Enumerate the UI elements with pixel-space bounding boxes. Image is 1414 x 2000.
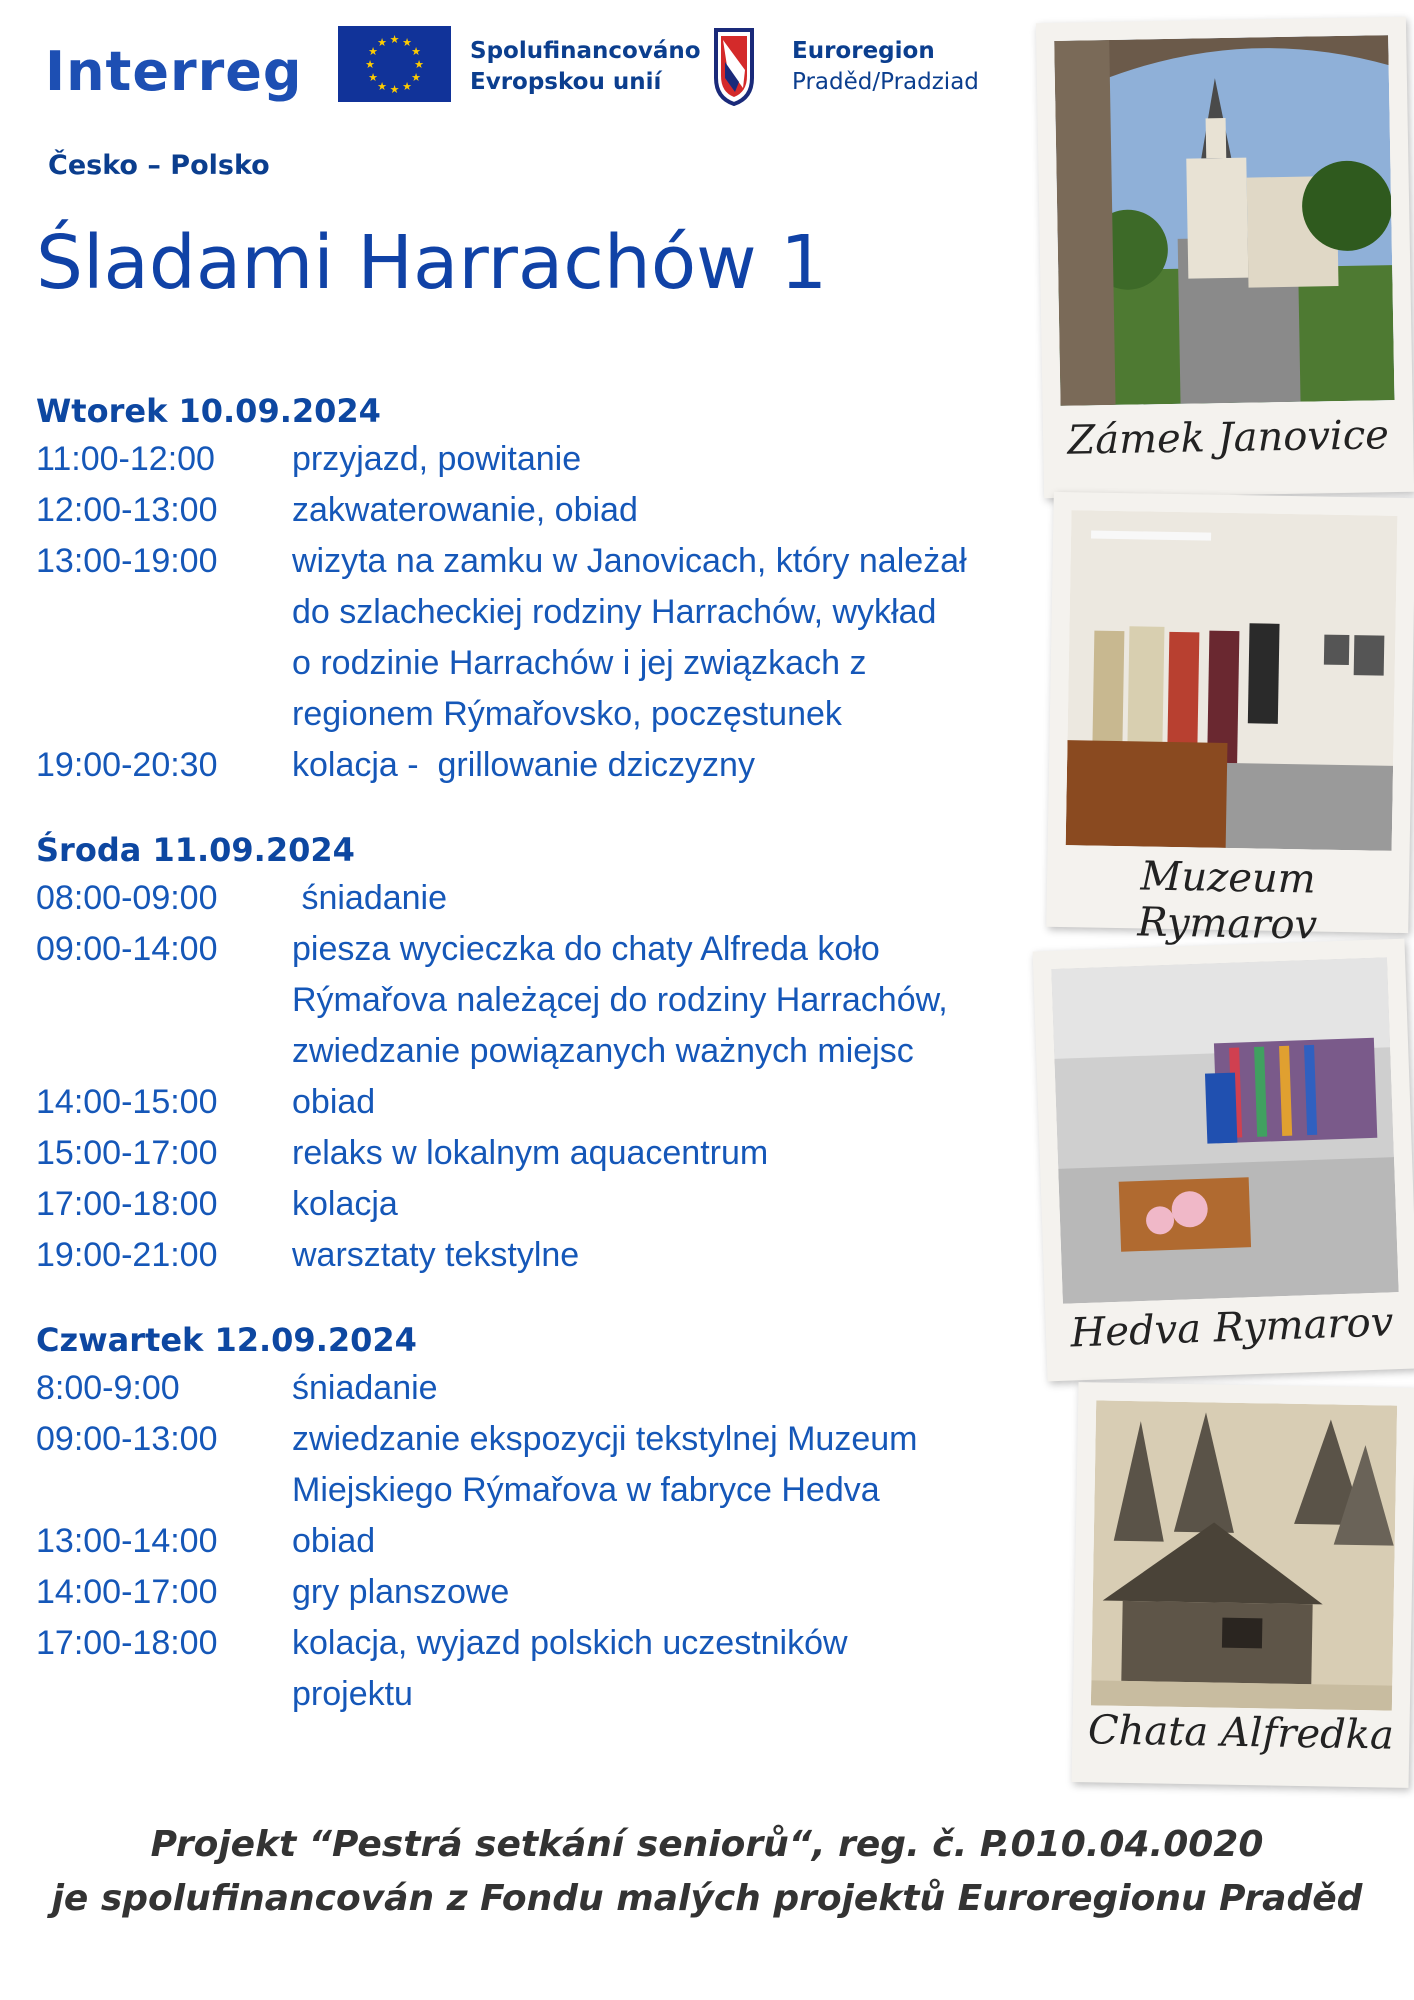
page-title: Śladami Harrachów 1 [36,220,828,306]
schedule-item [36,434,1076,485]
svg-text:★: ★ [402,80,412,93]
schedule-item [36,485,1076,536]
svg-text:★: ★ [365,58,375,71]
item-time: 12:00-13:00 [36,491,218,529]
item-description: wizyta na zamku w Janovicach, który należał do szlacheckiej rodziny Harrachów, wykład o rodzinie Harrachów i jej związkach z regionem Rýmařovsko, poczęstunek [292,542,967,733]
euroregion-line-2: Praděd/Pradziad [792,69,979,95]
item-time: 14:00-17:00 [36,1573,218,1611]
hedva-image [1051,957,1398,1304]
euroregion-line-1: Euroregion [792,38,935,64]
item-description: kolacja, wyjazd polskich uczestników projektu [292,1624,848,1713]
schedule-item [36,740,1076,791]
euroregion-emblem-icon [713,26,755,106]
svg-text:★: ★ [368,71,378,84]
item-description: warsztaty tekstylne [292,1236,580,1274]
item-description: zwiedzanie ekspozycji tekstylnej Muzeum Miejskiego Rýmařova w fabryce Hedva [292,1420,918,1509]
item-time: 13:00-14:00 [36,1522,218,1560]
item-time: 13:00-19:00 [36,542,218,580]
chata-image [1091,1400,1397,1710]
item-time: 08:00-09:00 [36,879,218,917]
item-description: przyjazd, powitanie [292,440,582,478]
schedule [36,388,1076,1756]
schedule-item [36,1230,1076,1281]
schedule-item [36,873,1076,924]
photo-card-chata [1072,1382,1414,1788]
item-time: 09:00-13:00 [36,1420,218,1458]
schedule-day [36,1317,1076,1720]
day-heading: Czwartek 12.09.2024 [36,1321,417,1359]
item-description: gry planszowe [292,1573,510,1611]
svg-text:★: ★ [389,83,400,96]
svg-text:★: ★ [389,33,400,46]
item-time: 19:00-21:00 [36,1236,218,1274]
schedule-item [36,1516,1076,1567]
item-time: 8:00-9:00 [36,1369,180,1407]
item-time: 14:00-15:00 [36,1083,218,1121]
svg-text:★: ★ [368,45,378,58]
museum-image [1066,510,1398,851]
svg-text:★: ★ [414,58,424,71]
photo-caption: Chata Alfredka [1087,1707,1395,1759]
photo-card-hedva [1033,939,1414,1382]
footer-line-1: Projekt “Pestrá setkání seniorů“, reg. č. P.010.04.0020 [150,1824,1264,1865]
eu-line-1: Spolufinancováno [470,38,701,64]
schedule-item [36,1618,1076,1720]
item-description: zakwaterowanie, obiad [292,491,638,529]
interreg-logo: Interreg [45,40,303,103]
item-time: 17:00-18:00 [36,1185,218,1223]
svg-text:★: ★ [411,71,421,84]
eu-line-2: Evropskou unií [470,69,662,95]
photo-card-museum [1046,492,1414,949]
item-description: śniadanie [292,1369,438,1407]
item-description: kolacja - grillowanie dziczyzny [292,746,755,784]
svg-text:★: ★ [377,80,387,93]
item-time: 09:00-14:00 [36,930,218,968]
eu-cofinancing-label [470,36,701,98]
day-heading: Środa 11.09.2024 [36,831,355,869]
schedule-day [36,388,1076,791]
svg-text:★: ★ [377,36,387,49]
schedule-item [36,1077,1076,1128]
schedule-item [36,536,1076,740]
footer-line-2: je spolufinancován z Fondu malých projektů Euroregionu Praděd [51,1878,1363,1919]
schedule-item [36,1128,1076,1179]
photo-caption: Zámek Janovice [1067,412,1390,464]
photo-card-castle [1036,17,1414,498]
schedule-item [36,924,1076,1077]
schedule-item [36,1363,1076,1414]
region-label: Česko – Polsko [48,150,270,181]
schedule-item [36,1567,1076,1618]
item-description: relaks w lokalnym aquacentrum [292,1134,769,1172]
castle-image [1054,35,1394,406]
item-description: śniadanie [292,879,448,917]
item-description: obiad [292,1083,376,1121]
photo-caption: Hedva Rymarov [1069,1299,1395,1357]
item-description: obiad [292,1522,376,1560]
item-time: 11:00-12:00 [36,440,215,478]
schedule-item [36,1414,1076,1516]
schedule-day [36,827,1076,1281]
item-time: 19:00-20:30 [36,746,218,784]
project-footer [0,1818,1414,1926]
item-time: 15:00-17:00 [36,1134,218,1172]
photo-caption: Muzeum Rymarov [1137,853,1318,949]
item-description: piesza wycieczka do chaty Alfreda koło Rýmařova należącej do rodziny Harrachów, zwiedzanie powiązanych ważnych miejsc [292,930,948,1070]
eu-flag-icon [338,26,451,102]
day-heading: Wtorek 10.09.2024 [36,392,381,430]
euroregion-label [792,36,979,98]
item-description: kolacja [292,1185,398,1223]
svg-text:★: ★ [402,36,412,49]
svg-text:★: ★ [411,45,421,58]
item-time: 17:00-18:00 [36,1624,218,1662]
schedule-item [36,1179,1076,1230]
